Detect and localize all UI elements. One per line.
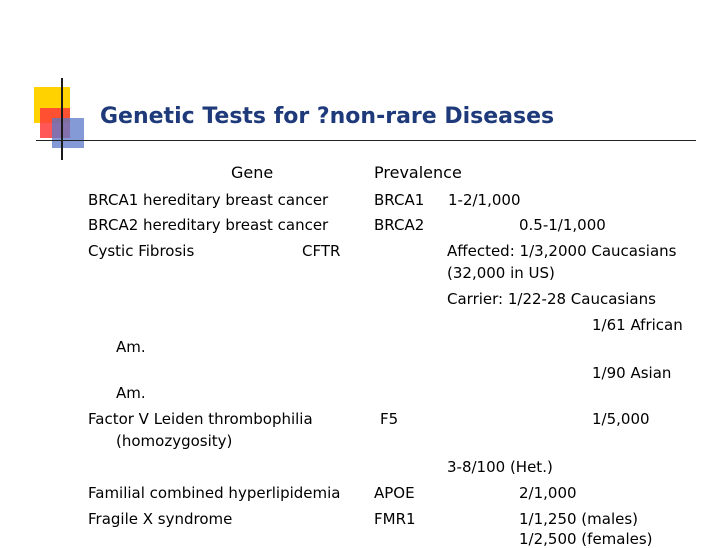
- gene-brca1: BRCA1 hereditary breast cancer: [88, 191, 329, 209]
- code-brca1: BRCA1: [374, 191, 425, 209]
- page-title: Genetic Tests for ?non-rare Diseases: [100, 104, 555, 129]
- code-brca2: BRCA2: [374, 216, 425, 234]
- prevalence-cf-carrier: Carrier: 1/22-28 Caucasians: [447, 290, 656, 308]
- title-divider: [36, 140, 696, 141]
- gene-cystic-fibrosis: Cystic Fibrosis: [88, 242, 195, 260]
- gene-familial-hyperlipidemia: Familial combined hyperlipidemia: [88, 484, 341, 502]
- decor-vertical-line: [61, 78, 63, 160]
- prevalence-header: Prevalence: [374, 163, 462, 182]
- code-cftr: CFTR: [302, 242, 341, 260]
- prevalence-fragile-x-males: 1/1,250 (males): [519, 510, 639, 528]
- prevalence-fch-het: 3-8/100 (Het.): [447, 458, 553, 476]
- prevalence-cf-affected: Affected: 1/3,2000 Caucasians: [447, 242, 677, 260]
- code-apoe: APOE: [374, 484, 415, 502]
- gene-factor-v-leiden: Factor V Leiden thrombophilia: [88, 410, 313, 428]
- am-label-2: Am.: [116, 384, 146, 402]
- code-fmr1: FMR1: [374, 510, 416, 528]
- prevalence-brca2: 0.5-1/1,000: [519, 216, 606, 234]
- prevalence-cf-asian: 1/90 Asian: [592, 364, 672, 382]
- prevalence-fragile-x-females: 1/2,500 (females): [519, 530, 653, 548]
- decor-square-blue: [52, 118, 84, 148]
- code-f5: F5: [380, 410, 399, 428]
- prevalence-fch: 2/1,000: [519, 484, 577, 502]
- prevalence-brca1: 1-2/1,000: [448, 191, 521, 209]
- gene-fragile-x: Fragile X syndrome: [88, 510, 233, 528]
- prevalence-factor-v: 1/5,000: [592, 410, 650, 428]
- prevalence-cf-african: 1/61 African: [592, 316, 683, 334]
- gene-factor-v-leiden-note: (homozygosity): [116, 432, 233, 450]
- prevalence-cf-us: (32,000 in US): [447, 264, 555, 282]
- gene-brca2: BRCA2 hereditary breast cancer: [88, 216, 329, 234]
- am-label-1: Am.: [116, 338, 146, 356]
- gene-header: Gene: [231, 163, 274, 182]
